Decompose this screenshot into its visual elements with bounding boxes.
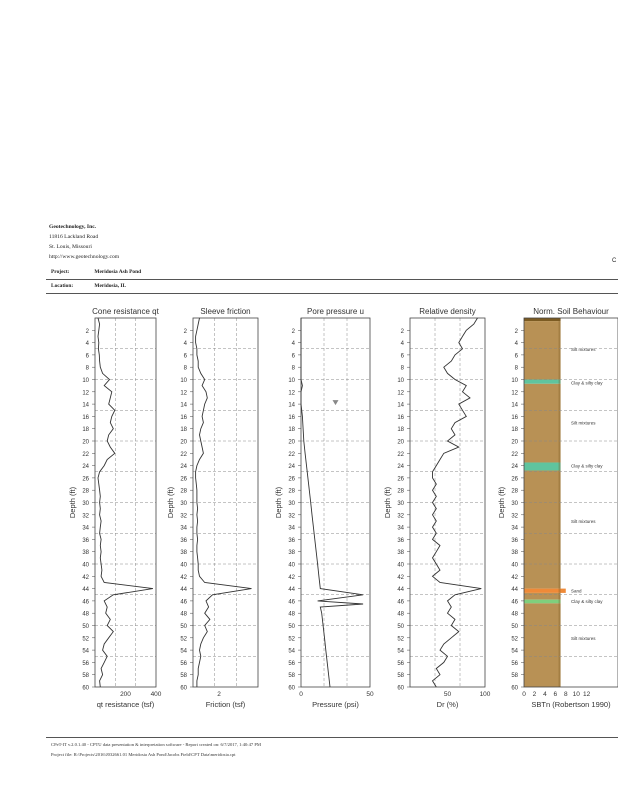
ytick-label-1-13: 28 bbox=[180, 488, 187, 495]
ytick-label-1-28: 58 bbox=[180, 673, 187, 680]
ytick-label-2-1: 4 bbox=[291, 341, 295, 348]
xtick-label-3-0: 50 bbox=[443, 691, 452, 698]
ytick-label-0-11: 24 bbox=[82, 464, 89, 471]
ytick-label-3-22: 46 bbox=[397, 599, 404, 606]
ytick-label-1-1: 4 bbox=[183, 341, 187, 348]
ytick-label-4-15: 32 bbox=[511, 513, 518, 520]
edge-letter: C bbox=[612, 258, 617, 264]
ytick-label-2-2: 6 bbox=[291, 353, 295, 360]
ytick-label-3-24: 50 bbox=[397, 624, 404, 630]
ytick-label-1-15: 32 bbox=[180, 513, 187, 520]
ytick-label-4-5: 12 bbox=[511, 390, 518, 397]
ytick-label-0-13: 28 bbox=[82, 488, 89, 495]
ytick-label-1-17: 36 bbox=[180, 537, 187, 544]
ytick-label-4-16: 34 bbox=[511, 525, 518, 532]
chart-title-3: Relative density bbox=[419, 307, 476, 316]
ytick-label-4-11: 24 bbox=[511, 464, 518, 471]
ytick-label-2-15: 32 bbox=[288, 513, 295, 520]
ytick-label-2-27: 56 bbox=[288, 660, 295, 667]
project-value: Meridosia Ash Pond bbox=[94, 269, 142, 275]
ytick-label-4-14: 30 bbox=[511, 501, 518, 507]
ytick-label-1-16: 34 bbox=[180, 525, 187, 532]
ytick-label-0-28: 58 bbox=[82, 673, 89, 680]
ytick-label-1-11: 24 bbox=[180, 464, 187, 471]
ytick-label-1-7: 16 bbox=[180, 414, 187, 421]
sbt-layer-label-5: Sand bbox=[571, 588, 582, 594]
ytick-label-3-0: 2 bbox=[400, 328, 404, 335]
sbt-layer-2 bbox=[524, 380, 561, 384]
ytick-label-2-28: 58 bbox=[288, 673, 295, 680]
sbt-layer-0 bbox=[524, 318, 561, 321]
ytick-label-3-3: 8 bbox=[400, 365, 404, 372]
xtick-label-4-6: 12 bbox=[583, 691, 591, 698]
ytick-label-4-1: 4 bbox=[514, 341, 518, 348]
ytick-label-0-6: 14 bbox=[82, 402, 89, 409]
ytick-label-4-19: 40 bbox=[511, 562, 518, 569]
ylabel-0: Depth (ft) bbox=[68, 486, 77, 519]
ytick-label-0-26: 54 bbox=[82, 648, 89, 655]
footer-line-1: CPeT-IT v.2.0.1.40 - CPTU data presentation & interpretation software - Report created on: 6/7/2017, 1:40:47 PM bbox=[51, 742, 261, 747]
ytick-label-1-3: 8 bbox=[183, 365, 187, 372]
xtick-label-3-1: 100 bbox=[479, 691, 491, 698]
xtick-label-4-0: 0 bbox=[522, 691, 526, 698]
ytick-label-2-10: 22 bbox=[288, 451, 295, 458]
ytick-label-2-0: 2 bbox=[291, 328, 295, 335]
ytick-label-2-11: 24 bbox=[288, 464, 295, 471]
ytick-label-3-2: 6 bbox=[400, 353, 404, 360]
ytick-label-2-13: 28 bbox=[288, 488, 295, 495]
ytick-label-3-16: 34 bbox=[397, 525, 404, 532]
ytick-label-0-19: 40 bbox=[82, 562, 89, 569]
ytick-label-0-1: 4 bbox=[85, 341, 89, 348]
sbt-layer-1 bbox=[524, 321, 561, 379]
ytick-label-4-25: 52 bbox=[511, 636, 518, 643]
ytick-label-2-4: 10 bbox=[288, 378, 295, 384]
ytick-label-3-6: 14 bbox=[397, 402, 404, 409]
ytick-label-3-17: 36 bbox=[397, 537, 404, 544]
sbt-layer-label-2: Silt mixtures bbox=[571, 420, 596, 426]
ytick-label-2-6: 14 bbox=[288, 402, 295, 409]
ytick-label-0-14: 30 bbox=[82, 501, 89, 507]
ytick-label-4-17: 36 bbox=[511, 537, 518, 544]
xtick-label-2-1: 50 bbox=[366, 691, 374, 698]
ytick-label-0-0: 2 bbox=[85, 328, 89, 335]
ytick-label-0-16: 34 bbox=[82, 525, 89, 532]
ytick-label-4-21: 44 bbox=[511, 587, 518, 594]
ytick-label-0-18: 38 bbox=[82, 550, 89, 557]
ytick-label-3-18: 38 bbox=[397, 550, 404, 557]
ytick-label-2-26: 54 bbox=[288, 648, 295, 655]
ytick-label-1-21: 44 bbox=[180, 587, 187, 594]
sbt-layer-label-4: Silt mixtures bbox=[571, 518, 596, 524]
chart-title-1: Sleeve friction bbox=[200, 307, 251, 316]
ytick-label-1-27: 56 bbox=[180, 660, 187, 667]
ytick-label-0-22: 46 bbox=[82, 599, 89, 606]
ytick-label-1-2: 6 bbox=[183, 353, 187, 360]
xtick-label-1-0: 2 bbox=[217, 691, 221, 698]
xlabel-2: Pressure (psi) bbox=[312, 700, 359, 709]
ytick-label-2-18: 38 bbox=[288, 550, 295, 557]
xtick-label-4-1: 2 bbox=[532, 691, 537, 698]
footer-divider bbox=[46, 737, 618, 738]
sbt-layer-label-7: Silt mixtures bbox=[571, 635, 596, 641]
ytick-label-2-12: 26 bbox=[288, 476, 295, 483]
ytick-label-2-22: 46 bbox=[288, 599, 295, 606]
ytick-label-3-5: 12 bbox=[397, 390, 404, 397]
ytick-label-3-12: 26 bbox=[397, 476, 404, 483]
ytick-label-0-7: 16 bbox=[82, 414, 89, 421]
ytick-label-0-24: 50 bbox=[82, 624, 89, 630]
ytick-label-0-5: 12 bbox=[82, 390, 89, 397]
xtick-label-2-0: 0 bbox=[299, 691, 303, 698]
ytick-label-0-15: 32 bbox=[82, 513, 89, 520]
ytick-label-2-23: 48 bbox=[288, 611, 295, 618]
ytick-label-1-18: 38 bbox=[180, 550, 187, 557]
ytick-label-4-3: 8 bbox=[514, 365, 518, 372]
ytick-label-1-4: 10 bbox=[180, 378, 187, 384]
ytick-label-1-5: 12 bbox=[180, 390, 187, 397]
ytick-label-4-18: 38 bbox=[511, 550, 518, 557]
ytick-label-0-3: 8 bbox=[85, 365, 89, 372]
ytick-label-4-2: 6 bbox=[514, 353, 518, 360]
ytick-label-4-13: 28 bbox=[511, 488, 518, 495]
ytick-label-1-10: 22 bbox=[180, 451, 187, 458]
ytick-label-0-20: 42 bbox=[82, 574, 89, 581]
ytick-label-3-25: 52 bbox=[397, 636, 404, 643]
ylabel-3: Depth (ft) bbox=[383, 486, 392, 519]
ytick-label-2-14: 30 bbox=[288, 501, 295, 507]
ytick-label-2-7: 16 bbox=[288, 414, 295, 421]
sbt-layer-label-3: Clay & silty clay bbox=[571, 463, 603, 469]
water-table-icon bbox=[333, 400, 339, 405]
ytick-label-4-28: 58 bbox=[511, 673, 518, 680]
ytick-label-0-10: 22 bbox=[82, 451, 89, 458]
ytick-label-1-19: 40 bbox=[180, 562, 187, 569]
ytick-label-4-20: 42 bbox=[511, 574, 518, 581]
ytick-label-0-21: 44 bbox=[82, 587, 89, 594]
ytick-label-0-12: 26 bbox=[82, 476, 89, 483]
ytick-label-0-9: 20 bbox=[82, 439, 89, 446]
ylabel-1: Depth (ft) bbox=[166, 486, 175, 519]
ytick-label-4-23: 48 bbox=[511, 611, 518, 618]
ytick-label-4-8: 18 bbox=[511, 427, 518, 434]
address-line-1: 11816 Lackland Road bbox=[49, 234, 99, 240]
xtick-label-4-5: 10 bbox=[572, 691, 580, 698]
ytick-label-4-26: 54 bbox=[511, 648, 518, 655]
ytick-label-3-27: 56 bbox=[397, 660, 404, 667]
ytick-label-2-5: 12 bbox=[288, 390, 295, 397]
sbt-layer-label-0: Silt mixtures bbox=[571, 346, 596, 352]
ytick-label-1-25: 52 bbox=[180, 636, 187, 643]
sbt-layer-4 bbox=[524, 463, 561, 471]
footer-line-2: Project file: R:\Projects\2016\J032661.01 Meridosia Ash Pond\Jacobs Field\CPT Data\meridosia.cpt bbox=[51, 752, 236, 757]
ytick-label-1-14: 30 bbox=[180, 501, 187, 507]
xlabel-3: Dr (%) bbox=[436, 700, 459, 709]
ytick-label-0-8: 18 bbox=[82, 427, 89, 434]
ytick-label-3-21: 44 bbox=[397, 587, 404, 594]
ytick-label-0-23: 48 bbox=[82, 611, 89, 618]
ytick-label-4-7: 16 bbox=[511, 414, 518, 421]
project-label: Project: bbox=[51, 269, 70, 275]
sbt-layer-5 bbox=[524, 471, 561, 589]
company-name: Geotechnology, Inc. bbox=[49, 224, 97, 230]
ytick-label-0-25: 52 bbox=[82, 636, 89, 643]
sbt-layer-7 bbox=[524, 593, 561, 600]
ytick-label-1-23: 48 bbox=[180, 611, 187, 618]
ytick-label-3-28: 58 bbox=[397, 673, 404, 680]
ytick-label-4-9: 20 bbox=[511, 439, 518, 446]
address-line-2: St. Louis, Missouri bbox=[49, 244, 92, 250]
ytick-label-3-14: 30 bbox=[397, 501, 404, 507]
ytick-label-3-26: 54 bbox=[397, 648, 404, 655]
ytick-label-3-23: 48 bbox=[397, 611, 404, 618]
ytick-label-2-16: 34 bbox=[288, 525, 295, 532]
location-value: Meridosia, IL bbox=[94, 283, 127, 289]
xlabel-4: SBTn (Robertson 1990) bbox=[531, 700, 611, 709]
ytick-label-3-11: 24 bbox=[397, 464, 404, 471]
ytick-label-3-19: 40 bbox=[397, 562, 404, 569]
xtick-label-0-0: 200 bbox=[120, 691, 131, 698]
ylabel-2: Depth (ft) bbox=[274, 486, 283, 519]
ytick-label-0-4: 10 bbox=[82, 378, 89, 384]
sbt-layer-8 bbox=[524, 600, 561, 604]
chart-title-0: Cone resistance qt bbox=[92, 307, 159, 316]
ytick-label-3-4: 10 bbox=[397, 378, 404, 384]
ytick-label-0-17: 36 bbox=[82, 537, 89, 544]
ytick-label-3-1: 4 bbox=[400, 341, 404, 348]
ytick-label-3-20: 42 bbox=[397, 574, 404, 581]
ytick-label-2-9: 20 bbox=[288, 439, 295, 446]
ylabel-4: Depth (ft) bbox=[497, 486, 506, 519]
ytick-label-2-19: 40 bbox=[288, 562, 295, 569]
ytick-label-1-26: 54 bbox=[180, 648, 187, 655]
ytick-label-1-6: 14 bbox=[180, 402, 187, 409]
ytick-label-4-24: 50 bbox=[511, 624, 518, 630]
xtick-label-4-2: 4 bbox=[543, 691, 547, 698]
ytick-label-4-12: 26 bbox=[511, 476, 518, 483]
ytick-label-2-8: 18 bbox=[288, 427, 295, 434]
ytick-label-2-29: 60 bbox=[288, 685, 295, 692]
location-label: Location: bbox=[51, 283, 74, 289]
ytick-label-1-24: 50 bbox=[180, 624, 187, 630]
chart-title-2: Pore pressure u bbox=[307, 307, 364, 316]
ytick-label-0-2: 6 bbox=[85, 353, 89, 360]
chart-title-4: Norm. Soil Behaviour bbox=[533, 307, 609, 316]
ytick-label-3-10: 22 bbox=[397, 451, 404, 458]
ytick-label-0-27: 56 bbox=[82, 660, 89, 667]
ytick-label-2-17: 36 bbox=[288, 537, 295, 544]
xlabel-1: Friction (tsf) bbox=[205, 700, 246, 709]
company-website: http://www.geotechnology.com bbox=[49, 254, 120, 260]
ytick-label-3-8: 18 bbox=[397, 427, 404, 434]
ytick-label-4-27: 56 bbox=[511, 660, 518, 667]
xtick-label-4-4: 8 bbox=[563, 691, 568, 698]
xtick-label-0-1: 400 bbox=[150, 691, 162, 698]
xlabel-0: qt resistance (tsf) bbox=[96, 700, 155, 709]
ytick-label-2-21: 44 bbox=[288, 587, 295, 594]
ytick-label-2-24: 50 bbox=[288, 624, 295, 630]
ytick-label-4-22: 46 bbox=[511, 599, 518, 606]
ytick-label-4-29: 60 bbox=[511, 685, 518, 692]
sbt-layer-3 bbox=[524, 384, 561, 463]
ytick-label-1-20: 42 bbox=[180, 574, 187, 581]
ytick-label-4-10: 22 bbox=[511, 451, 518, 458]
ytick-label-1-8: 18 bbox=[180, 427, 187, 434]
sbt-layer-label-1: Clay & silty clay bbox=[571, 380, 603, 386]
sbt-layer-label-6: Clay & silty clay bbox=[571, 598, 603, 604]
ytick-label-3-15: 32 bbox=[397, 513, 404, 520]
ytick-label-1-22: 46 bbox=[180, 599, 187, 606]
ytick-label-4-4: 10 bbox=[511, 378, 518, 384]
ytick-label-3-29: 60 bbox=[397, 685, 404, 692]
ytick-label-2-20: 42 bbox=[288, 574, 295, 581]
ytick-label-1-0: 2 bbox=[183, 328, 187, 335]
sbt-layer-9 bbox=[524, 603, 561, 687]
ytick-label-4-0: 2 bbox=[514, 328, 518, 335]
ytick-label-3-7: 16 bbox=[397, 414, 404, 421]
xtick-label-4-3: 6 bbox=[553, 691, 558, 698]
ytick-label-4-6: 14 bbox=[511, 402, 518, 409]
ytick-label-1-9: 20 bbox=[180, 439, 187, 446]
ytick-label-2-3: 8 bbox=[291, 365, 295, 372]
ytick-label-0-29: 60 bbox=[82, 685, 89, 692]
ytick-label-1-29: 60 bbox=[180, 685, 187, 692]
ytick-label-3-9: 20 bbox=[397, 439, 404, 446]
ytick-label-1-12: 26 bbox=[180, 476, 187, 483]
ytick-label-3-13: 28 bbox=[397, 488, 404, 495]
ytick-label-2-25: 52 bbox=[288, 636, 295, 643]
